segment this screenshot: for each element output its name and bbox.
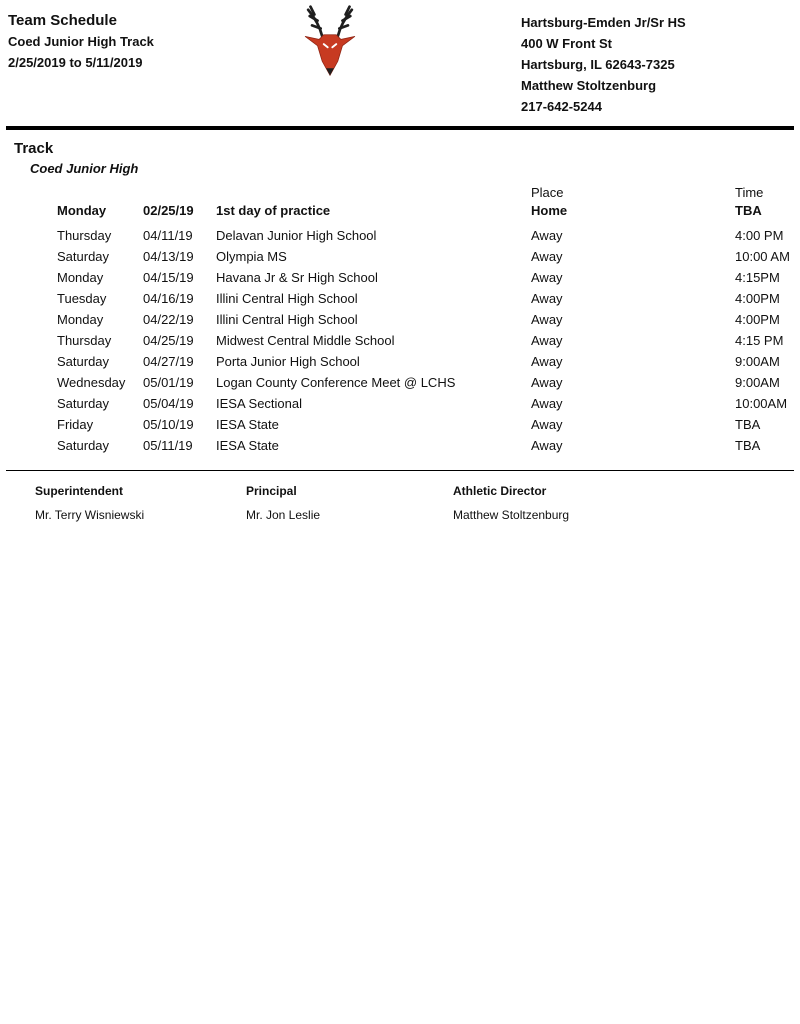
schedule-row bbox=[57, 246, 800, 267]
schedule-row bbox=[57, 372, 800, 393]
row-date: 04/11/19 bbox=[143, 228, 193, 243]
school-phone: 217-642-5244 bbox=[521, 99, 602, 114]
signature-footer bbox=[0, 471, 800, 522]
row-event: Havana Jr & Sr High School bbox=[216, 270, 378, 285]
footer-person-name: Mr. Terry Wisniewski bbox=[35, 508, 145, 522]
row-place: Away bbox=[531, 228, 563, 243]
row-time: 4:00PM bbox=[735, 291, 780, 306]
row-place: Home bbox=[531, 203, 568, 218]
row-place: Away bbox=[531, 438, 563, 453]
row-time: TBA bbox=[735, 203, 762, 218]
schedule-row bbox=[57, 288, 800, 309]
row-day: Thursday bbox=[57, 333, 112, 348]
schedule-row bbox=[57, 225, 800, 246]
time-column-header: Time bbox=[735, 185, 764, 200]
header-title-block bbox=[8, 10, 154, 73]
school-address-line1: 400 W Front St bbox=[521, 36, 613, 51]
row-time: TBA bbox=[735, 438, 761, 453]
row-time: 4:15PM bbox=[735, 270, 780, 285]
row-place: Away bbox=[531, 354, 563, 369]
row-day: Thursday bbox=[57, 228, 112, 243]
row-date: 04/15/19 bbox=[143, 270, 194, 285]
row-time: 10:00AM bbox=[735, 396, 788, 411]
row-date: 02/25/19 bbox=[143, 203, 194, 218]
schedule-row bbox=[57, 330, 800, 351]
footer-role-title: Athletic Director bbox=[453, 484, 547, 498]
row-day: Saturday bbox=[57, 249, 110, 264]
footer-role-title: Principal bbox=[246, 484, 297, 498]
document-title: Team Schedule bbox=[8, 12, 117, 29]
row-event: Delavan Junior High School bbox=[216, 228, 377, 243]
row-event: Midwest Central Middle School bbox=[216, 333, 395, 348]
school-contact-name: Matthew Stoltzenburg bbox=[521, 78, 657, 93]
row-date: 05/10/19 bbox=[143, 417, 194, 432]
stag-head-logo-icon bbox=[288, 2, 372, 80]
schedule-row-practice bbox=[57, 200, 800, 221]
row-time: 4:00 PM bbox=[735, 228, 784, 243]
row-day: Saturday bbox=[57, 396, 110, 411]
row-event: Porta Junior High School bbox=[216, 354, 360, 369]
row-date: 05/04/19 bbox=[143, 396, 194, 411]
row-place: Away bbox=[531, 417, 563, 432]
column-header-row bbox=[57, 186, 800, 200]
row-date: 04/16/19 bbox=[143, 291, 194, 306]
row-event: IESA State bbox=[216, 417, 279, 432]
sport-title: Track bbox=[14, 140, 54, 157]
schedule-rows bbox=[57, 225, 800, 456]
footer-person-name: Matthew Stoltzenburg bbox=[453, 508, 570, 522]
document-header bbox=[0, 0, 800, 126]
row-time: 9:00AM bbox=[735, 375, 780, 390]
row-day: Saturday bbox=[57, 354, 110, 369]
schedule-row bbox=[57, 435, 800, 456]
footer-column-principal bbox=[246, 484, 453, 522]
schedule-row bbox=[57, 414, 800, 435]
row-place: Away bbox=[531, 375, 563, 390]
row-date: 05/11/19 bbox=[143, 438, 193, 453]
row-day: Friday bbox=[57, 417, 94, 432]
row-event: Illini Central High School bbox=[216, 291, 358, 306]
row-date: 04/27/19 bbox=[143, 354, 194, 369]
row-time: 10:00 AM bbox=[735, 249, 790, 264]
school-address-line2: Hartsburg, IL 62643-7325 bbox=[521, 57, 675, 72]
row-event: IESA State bbox=[216, 438, 279, 453]
schedule-row bbox=[57, 309, 800, 330]
footer-column-superintendent bbox=[35, 484, 246, 522]
schedule-section bbox=[0, 140, 800, 456]
footer-role-title: Superintendent bbox=[35, 484, 124, 498]
schedule-row bbox=[57, 393, 800, 414]
row-place: Away bbox=[531, 249, 563, 264]
schedule-row bbox=[57, 351, 800, 372]
row-day: Tuesday bbox=[57, 291, 107, 306]
row-event: 1st day of practice bbox=[216, 203, 331, 218]
row-event: Illini Central High School bbox=[216, 312, 358, 327]
row-date: 04/22/19 bbox=[143, 312, 194, 327]
row-place: Away bbox=[531, 396, 563, 411]
row-time: 4:00PM bbox=[735, 312, 780, 327]
row-day: Saturday bbox=[57, 438, 110, 453]
schedule-table bbox=[57, 186, 800, 456]
row-place: Away bbox=[531, 291, 563, 306]
row-date: 04/25/19 bbox=[143, 333, 194, 348]
row-event: Logan County Conference Meet @ LCHS bbox=[216, 375, 456, 390]
row-time: 9:00AM bbox=[735, 354, 780, 369]
team-title: Coed Junior High bbox=[30, 161, 139, 176]
row-day: Monday bbox=[57, 203, 107, 218]
row-time: TBA bbox=[735, 417, 761, 432]
school-name: Hartsburg-Emden Jr/Sr HS bbox=[521, 15, 686, 30]
row-place: Away bbox=[531, 312, 563, 327]
team-sport-subtitle: Coed Junior High Track bbox=[8, 34, 154, 49]
place-column-header: Place bbox=[531, 185, 564, 200]
row-date: 05/01/19 bbox=[143, 375, 194, 390]
row-time: 4:15 PM bbox=[735, 333, 784, 348]
row-day: Wednesday bbox=[57, 375, 126, 390]
row-place: Away bbox=[531, 333, 563, 348]
row-event: IESA Sectional bbox=[216, 396, 302, 411]
footer-person-name: Mr. Jon Leslie bbox=[246, 508, 321, 522]
school-contact-block bbox=[521, 12, 686, 117]
schedule-row bbox=[57, 267, 800, 288]
row-place: Away bbox=[531, 270, 563, 285]
row-event: Olympia MS bbox=[216, 249, 287, 264]
row-day: Monday bbox=[57, 312, 104, 327]
header-divider bbox=[6, 126, 794, 130]
season-date-range: 2/25/2019 to 5/11/2019 bbox=[8, 55, 143, 70]
row-date: 04/13/19 bbox=[143, 249, 194, 264]
row-day: Monday bbox=[57, 270, 104, 285]
footer-column-athletic-director bbox=[453, 484, 800, 522]
